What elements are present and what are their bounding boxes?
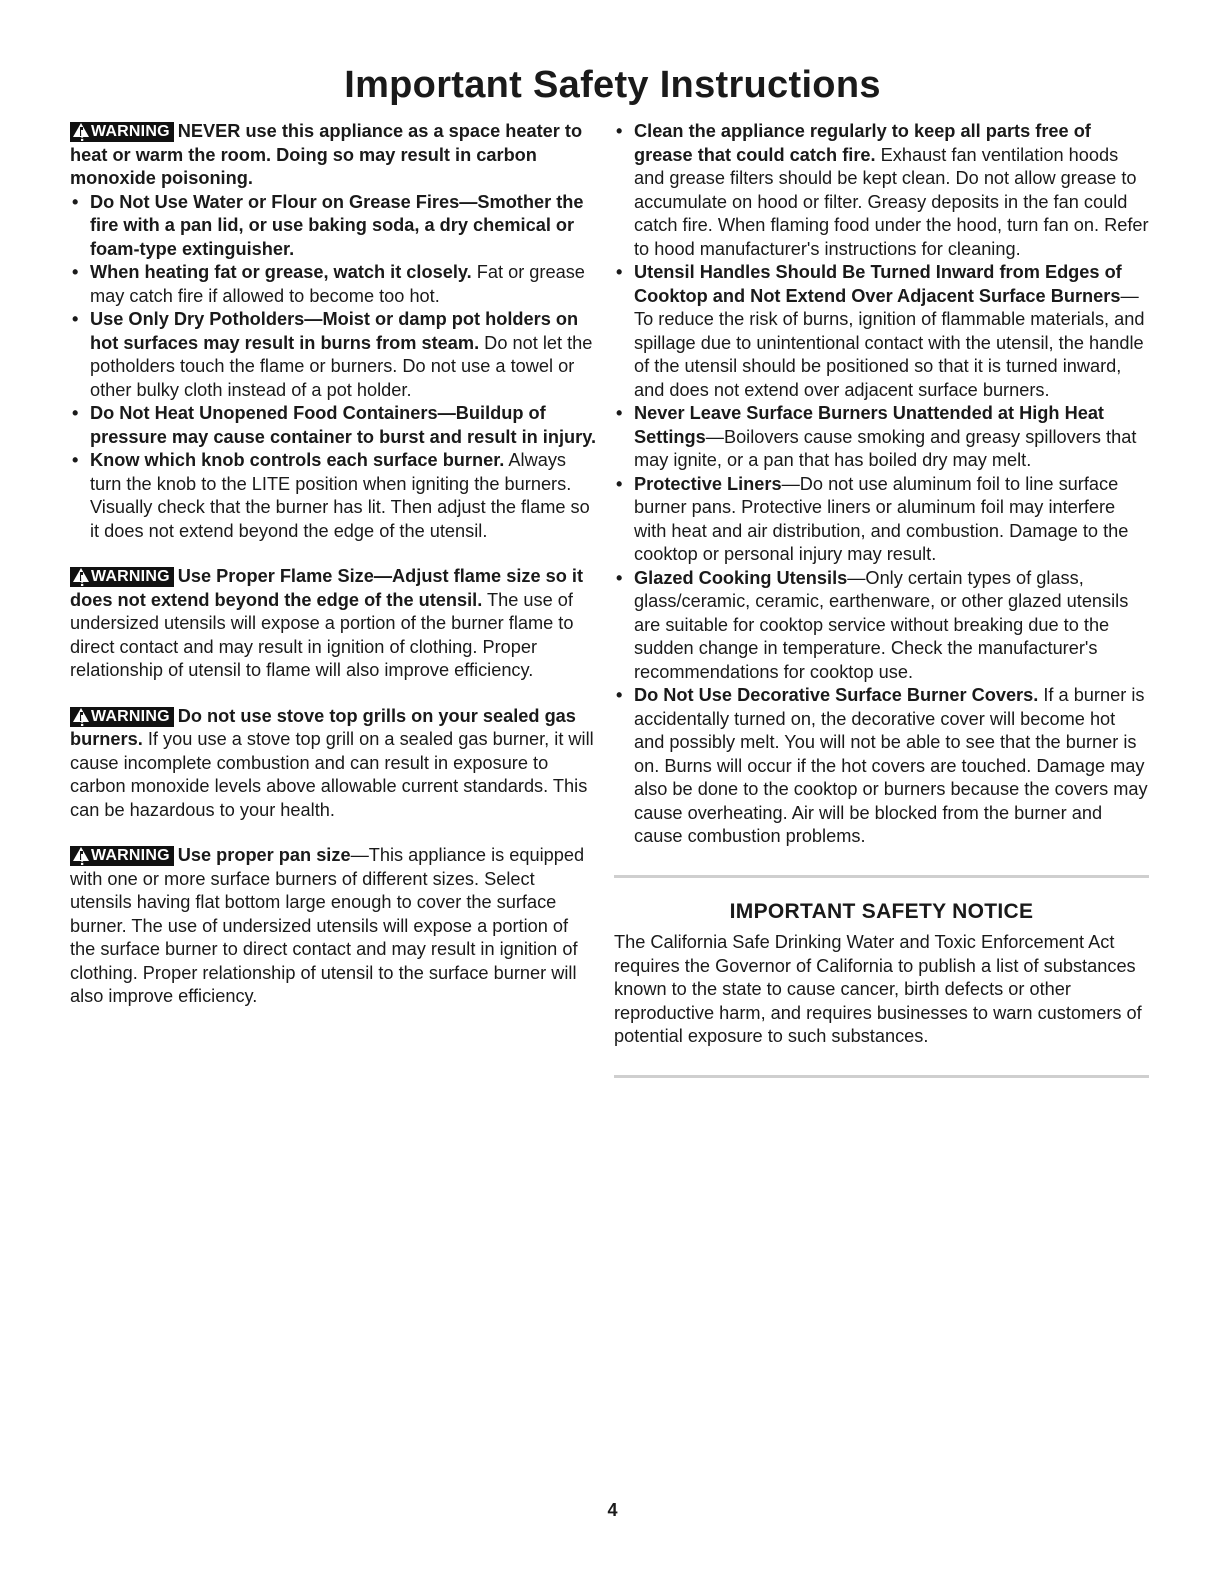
list-item: • Glazed Cooking Utensils—Only certain types of glass, glass/ceramic, ceramic, earthenware, or other glazed utensils are suitable for cooktop service without breaking due to the sudden change in temperature. Check the manufacturer's recommendations for cooktop use. — [614, 567, 1149, 685]
safety-notice — [614, 900, 1149, 1049]
list-item: • Know which knob controls each surface burner. Always turn the knob to the LITE position when igniting the burners. Visually check that the burner has lit. Then adjust the flame so it does not extend beyond the edge of the utensil. — [70, 449, 598, 543]
list-item: • Utensil Handles Should Be Turned Inward from Edges of Cooktop and Not Extend Over Adjacent Surface Burners—To reduce the risk of burns, ignition of flammable materials, and spillage due to unintentional contact with the utensil, the handle of the utensil should be positioned so that it is turned inward, and does not extend over adjacent surface burners. — [614, 261, 1149, 402]
right-column — [614, 120, 1149, 1100]
page-title: Important Safety Instructions — [344, 64, 881, 106]
list-item: • Use Only Dry Potholders—Moist or damp pot holders on hot surfaces may result in burns from steam. Do not let the potholders touch the flame or burners. Do not use a towel or other bulky cloth instead of a pot holder. — [70, 308, 598, 402]
warning-stove-grills: ! WARNING Do not use stove top grills on your sealed gas burners. If you use a stove top grill on a sealed gas burner, it will cause incomplete combustion and can result in exposure to carbon monoxide levels above allowable current standards. This can be hazardous to your health. — [70, 705, 594, 820]
warning-pan-size: ! WARNING Use proper pan size—This appliance is equipped with one or more surface burners of different sizes. Select utensils having flat bottom large enough to cover the surface burner. The use of undersized utensils will expose a portion of the surface burner to direct contact and may result in ignition of clothing. Proper relationship of utensil to the surface burner will also improve efficiency. — [70, 845, 585, 1006]
warning-badge: ! WARNING — [70, 122, 174, 142]
list-item: • When heating fat or grease, watch it closely. Fat or grease may catch fire if allowed to become too hot. — [70, 261, 598, 308]
list-item: • Protective Liners—Do not use aluminum foil to line surface burner pans. Protective liners or aluminum foil may interfere with heat and air distribution, and combustion. Damage to the cooktop or personal injury may result. — [614, 473, 1149, 567]
warning-triangle-icon: ! — [73, 123, 89, 137]
warning-triangle-icon: ! — [73, 847, 89, 861]
right-bullet-list — [614, 120, 1149, 849]
page-number: 4 — [607, 1500, 618, 1520]
list-item: • Clean the appliance regularly to keep all parts free of grease that could catch fire. Exhaust fan ventilation hoods and grease filters should be kept clean. Do not allow grease to accumulate on hood or filter. Greasy deposits in the fan could catch fire. When flaming food under the hood, turn fan on. Refer to hood manufacturer's instructions for cleaning. — [614, 120, 1149, 261]
notice-heading: IMPORTANT SAFETY NOTICE — [729, 899, 1034, 923]
list-item: • Never Leave Surface Burners Unattended at High Heat Settings—Boilovers cause smoking and greasy spillovers that may ignite, or a pan that has boiled dry may melt. — [614, 402, 1149, 473]
list-item: • Do Not Heat Unopened Food Containers—Buildup of pressure may cause container to burst and result in injury. — [70, 402, 598, 449]
left-bullet-list — [70, 191, 598, 544]
list-item: • Do Not Use Water or Flour on Grease Fires—Smother the fire with a pan lid, or use baking soda, a dry chemical or foam-type extinguisher. — [70, 191, 598, 262]
warning-triangle-icon: ! — [73, 568, 89, 582]
warning-flame-size: ! WARNING Use Proper Flame Size—Adjust flame size so it does not extend beyond the edge of the utensil. The use of undersized utensils will expose a portion of the burner flame to direct contact and may result in ignition of clothing. Proper relationship of utensil to flame will also improve efficiency. — [70, 566, 584, 680]
notice-text: The California Safe Drinking Water and Toxic Enforcement Act requires the Governor of California to publish a list of substances known to the state to cause cancer, birth defects or other reproductive harm, and requires businesses to warn customers of potential exposure to such substances. — [614, 932, 1142, 1046]
warning-badge: ! WARNING — [70, 707, 174, 727]
divider — [614, 875, 1149, 878]
list-item: • Do Not Use Decorative Surface Burner Covers. If a burner is accidentally turned on, the decorative cover will become hot and possibly melt. You will not be able to see that the burner is on. Burns will occur if the hot covers are touched. Damage may also be done to the cooktop or burners because the covers may cause overheating. Air will be blocked from the burner and cause combustion problems. — [614, 684, 1149, 849]
warning-space-heater: ! WARNING NEVER use this appliance as a space heater to heat or warm the room. Doing so may result in carbon monoxide poisoning. — [70, 121, 583, 188]
warning-triangle-icon: ! — [73, 708, 89, 722]
warning-badge: ! WARNING — [70, 846, 174, 866]
divider — [614, 1075, 1149, 1078]
warning-badge: ! WARNING — [70, 567, 174, 587]
left-column — [70, 120, 598, 1009]
